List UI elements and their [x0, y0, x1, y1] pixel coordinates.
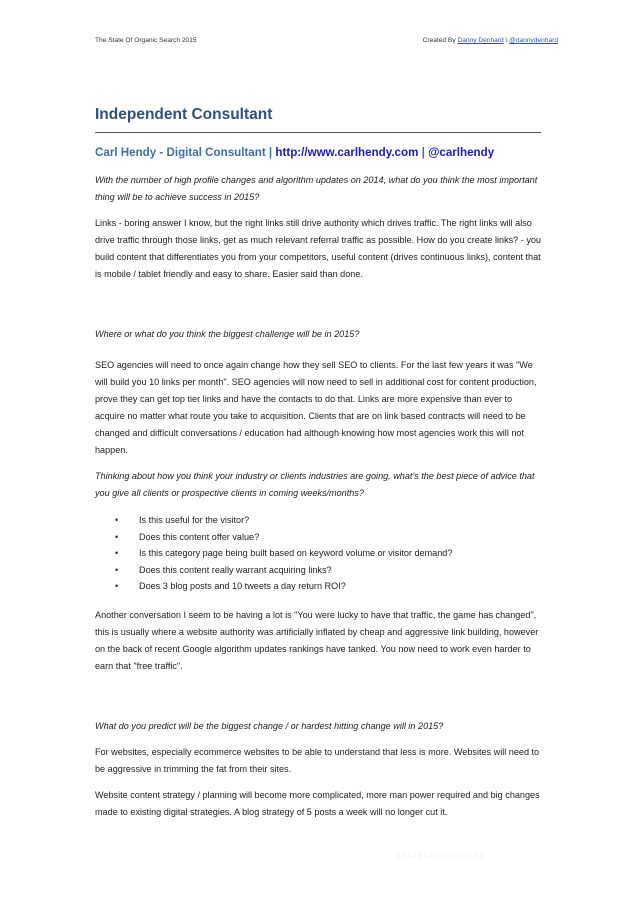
page-header — [95, 37, 558, 47]
list-item-text: Does this content really warrant acquiring links? — [139, 564, 332, 575]
bullet-icon: • — [115, 581, 119, 592]
list-item — [115, 529, 541, 546]
answer-4-part-2: Website content strategy / planning will become more complicated, more man power required and big changes made to existing digital strategies. A blog strategy of 5 posts a week will no longer cut it. — [95, 789, 540, 817]
contributor-byline — [95, 146, 541, 159]
answer-3: Another conversation I seem to be having a lot is "You were lucky to have that traffic, the game has changed", this is usually where a website authority was artificially inflated by cheap and aggressive link building, however on the back of recent Google algorithm updates rankings have tanked. You now need to work even harder to earn that "free traffic". — [95, 609, 539, 671]
list-item — [115, 562, 541, 579]
question-3: Thinking about how you think your industry or clients industries are going, what's the best piece of advice that you give all clients or prospective clients in coming weeks/months? — [95, 471, 535, 498]
document-title: The State Of Organic Search 2015 — [95, 37, 197, 44]
twitter-link[interactable]: @dannydenhard — [509, 37, 558, 44]
list-item — [115, 545, 541, 562]
list-item-text: Does 3 blog posts and 10 tweets a day return ROI? — [139, 581, 346, 592]
credit-line — [423, 37, 558, 44]
bullet-icon: • — [115, 564, 119, 575]
list-item — [115, 512, 541, 529]
credit-separator: \ — [503, 37, 510, 44]
answer-2: SEO agencies will need to once again change how they sell SEO to clients. For the last few years it was "We will build you 10 links per month". SEO agencies will now need to sell in additional cost for content production, prove they can get top tier links and have the contacts to do that. Links are more expensive than ever to acquire no matter what route you take to acquisition. Clients that are on link based contracts will need to be changed and difficult conversations / education had although knowing how most agencies work this will not happen. — [95, 360, 537, 455]
question-4: What do you predict will be the biggest change / or hardest hitting change will in 2015? — [95, 720, 444, 731]
created-by-label: Created By — [422, 37, 458, 44]
list-item-text: Is this useful for the visitor? — [139, 515, 250, 525]
contributor-twitter-link[interactable]: @carlhendy — [428, 146, 495, 159]
section-title: Independent Consultant — [95, 106, 541, 133]
author-link[interactable]: Danny Denhard — [457, 37, 504, 44]
list-item — [115, 578, 541, 595]
faded-footer-mark: ░░░░░░░░░░░░░░░░ — [396, 853, 485, 859]
answer-4-part-1: For websites, especially ecommerce websites to be able to understand that less is more. Websites will need to be aggressive in trimming the fat from their sites. — [95, 746, 540, 774]
bullet-icon: • — [115, 548, 119, 559]
question-1: With the number of high profile changes and algorithm updates on 2014, what do you think the most important thing will be to achieve success in 2015? — [95, 175, 538, 202]
question-2: Where or what do you think the biggest challenge will be in 2015? — [95, 329, 360, 339]
contributor-website-link[interactable]: http://www.carlhendy.com — [275, 146, 419, 159]
contributor-name-role: Carl Hendy - Digital Consultant | — [95, 146, 276, 159]
bullet-icon: • — [115, 515, 119, 525]
byline-separator: | — [418, 146, 429, 159]
list-item-text: Is this category page being built based on keyword volume or visitor demand? — [139, 548, 453, 559]
list-item-text: Does this content offer value? — [139, 531, 260, 542]
bullet-icon: • — [115, 531, 119, 542]
document-body — [95, 106, 541, 821]
answer-1: Links - boring answer I know, but the right links still drive authority which drives traffic. The right links will also drive traffic through those links, get as much relevant referral traffic as possible. How do you create links? - you build content that differentiates you from your competitors, useful content (drives continuous links), content that is mobile / tablet friendly and easy to share. Easier said than done. — [95, 218, 541, 279]
advice-list — [115, 512, 541, 595]
